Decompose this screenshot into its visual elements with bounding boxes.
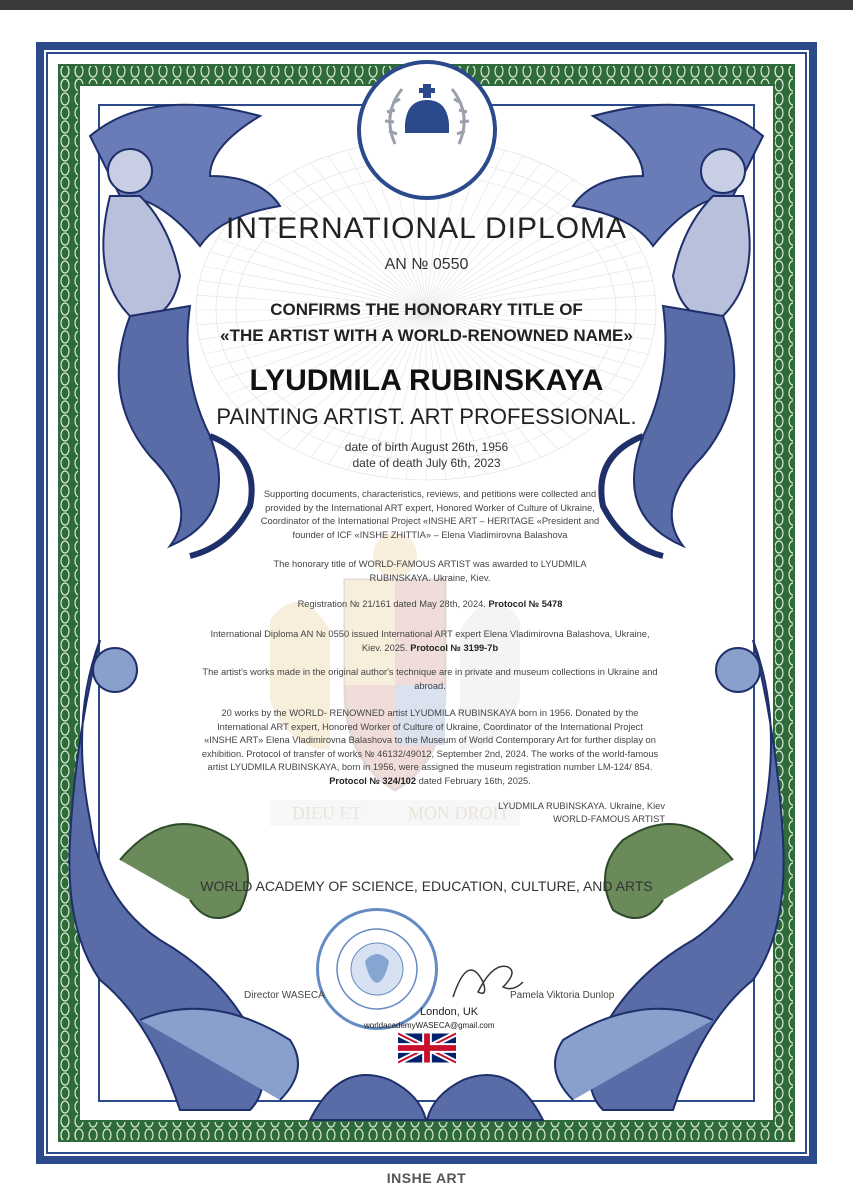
registration-text: Registration № 21/161 dated May 28th, 2024. bbox=[297, 599, 486, 609]
uk-flag-icon bbox=[398, 1032, 456, 1064]
donation-paragraph bbox=[200, 707, 660, 788]
artist-title-line: WORLD-FAMOUS ARTIST bbox=[553, 814, 665, 824]
date-of-birth: date of birth August 26th, 1956 bbox=[344, 440, 509, 454]
page-footer: INSHE ART bbox=[386, 1170, 467, 1186]
works-paragraph: The artist's works made in the original author's technique are in private and museum collections in Ukraine and abroad. bbox=[202, 667, 658, 691]
signature-scribble bbox=[448, 942, 528, 1012]
director-label: Director WASECA bbox=[244, 990, 325, 1001]
top-bar bbox=[0, 0, 853, 10]
registration-protocol: Protocol № 5478 bbox=[488, 599, 563, 609]
diploma-title: INTERNATIONAL DIPLOMA bbox=[225, 212, 628, 245]
confirms-line: CONFIRMS THE HONORARY TITLE OF bbox=[270, 300, 583, 319]
awarded-paragraph: The honorary title of WORLD-FAMOUS ARTIST was awarded to LYUDMILA RUBINSKAYA. Ukraine, Kiev. bbox=[273, 559, 587, 583]
stamp-city: London, UK bbox=[420, 1006, 479, 1018]
academy-email: worldacademyWASECA@gmail.com bbox=[364, 1021, 495, 1030]
artist-signature-line: LYUDMILA RUBINSKAYA. Ukraine, Kiev bbox=[498, 801, 665, 811]
donation-date: dated February 16th, 2025. bbox=[418, 775, 531, 786]
svg-text:MON DROIT: MON DROIT bbox=[408, 803, 510, 823]
svg-text:DIEU ET: DIEU ET bbox=[292, 803, 362, 823]
date-of-death: date of death July 6th, 2023 bbox=[352, 456, 501, 470]
recipient-name: LYUDMILA RUBINSKAYA bbox=[249, 364, 604, 397]
supporting-documents-paragraph: Supporting documents, characteristics, reviews, and petitions were collected and provided by the International ART expert, Honored Worker of Culture of Ukraine, Coordinator of the International Project «INSHE ART – HERITAGE «President and founder of ICF «INSHE ZHITTIA» – Elena Vladimirovna Balashova bbox=[260, 489, 600, 540]
issued-protocol: Protocol № 3199-7b bbox=[410, 642, 499, 653]
signatory-name: Pamela Viktoria Dunlop bbox=[510, 990, 615, 1001]
honorary-title: «THE ARTIST WITH A WORLD-RENOWNED NAME» bbox=[220, 326, 633, 345]
academy-name: WORLD ACADEMY OF SCIENCE, EDUCATION, CULTURE, AND ARTS bbox=[200, 878, 653, 894]
diploma-number: AN № 0550 bbox=[384, 256, 469, 273]
registration-paragraph bbox=[200, 598, 660, 612]
donation-text: 20 works by the WORLD- RENOWNED artist LYUDMILA RUBINSKAYA born in 1956. Donated by the International ART expert, Honored Worker of Culture of Ukraine, Coordinator of the International Project «INSHE ART» Elena Vladimirovna Balashova to the Museum of World Contemporary Art for further display on exhibition. Protocol of transfer of works № 46132/49012, September 2nd, 2024. The works of the world-famous artist LYUDMILA RUBINSKAYA, born in 1956, were assigned the museum registration number LM-124/ 854. bbox=[201, 708, 659, 772]
crown-icon bbox=[377, 74, 477, 174]
issued-text: International Diploma AN № 0550 issued International ART expert Elena Vladimirovna Balashova, Ukraine, Kiev. 2025. bbox=[210, 629, 650, 653]
recipient-profession: PAINTING ARTIST. ART PROFESSIONAL. bbox=[216, 404, 637, 429]
issued-paragraph bbox=[200, 628, 660, 655]
donation-protocol: Protocol № 324/102 bbox=[329, 775, 417, 786]
